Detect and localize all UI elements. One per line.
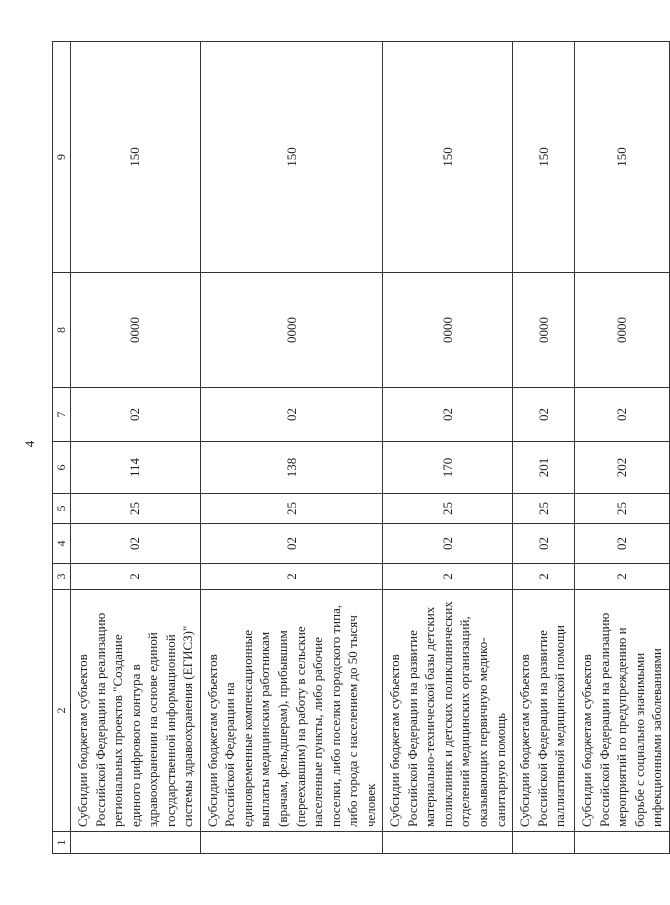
table-row [575, 42, 670, 854]
row-cell-6: 202 [575, 442, 670, 494]
row-cell-5: 25 [575, 494, 670, 524]
header-cell: 5 [53, 494, 71, 524]
row-description: Субсидии бюджетам субъектов Российской Федерации на единовременные компенсационные выплаты медицинским работникам (врачам, фельдшерам), прибывшим (переехавшим) на работу в сельские населенные пункты, либо рабочие поселки, либо поселки городского типа, либо города с населением до 50 тысяч человек [200, 590, 382, 832]
row-cell-8: 0000 [575, 273, 670, 388]
table-row [200, 42, 382, 854]
header-cell: 2 [53, 590, 71, 832]
table-row [383, 42, 513, 854]
header-cell: 3 [53, 564, 71, 590]
row-description: Субсидии бюджетам субъектов Российской Федерации на реализацию мероприятий по предупреждению и борьбе с социально значимыми инфекционными заболеваниями [575, 590, 670, 832]
header-cell: 8 [53, 273, 71, 388]
table-row [71, 42, 201, 854]
row-cell-7: 02 [513, 388, 575, 442]
row-cell-6: 201 [513, 442, 575, 494]
row-cell-5: 25 [513, 494, 575, 524]
header-cell: 9 [53, 42, 71, 273]
row-cell-3: 2 [513, 564, 575, 590]
row-cell-4: 02 [200, 524, 382, 564]
row-cell-3: 2 [383, 564, 513, 590]
header-cell: 4 [53, 524, 71, 564]
row-cell-7: 02 [200, 388, 382, 442]
table-header-row [53, 42, 71, 854]
row-cell-3: 2 [575, 564, 670, 590]
row-cell-5: 25 [71, 494, 201, 524]
row-cell-1 [383, 832, 513, 854]
row-cell-9: 150 [71, 42, 201, 273]
row-cell-5: 25 [200, 494, 382, 524]
row-description: Субсидии бюджетам субъектов Российской Федерации на реализацию региональных проектов "Создание единого цифрового контура в здравоохранении на основе единой государственной информационной системы здравоохранения (ЕГИСЗ)" [71, 590, 201, 832]
table-row [513, 42, 575, 854]
row-cell-8: 0000 [383, 273, 513, 388]
header-cell: 7 [53, 388, 71, 442]
row-cell-4: 02 [71, 524, 201, 564]
row-cell-1 [513, 832, 575, 854]
row-cell-4: 02 [513, 524, 575, 564]
row-cell-3: 2 [71, 564, 201, 590]
row-cell-8: 0000 [71, 273, 201, 388]
row-cell-1 [575, 832, 670, 854]
row-cell-7: 02 [383, 388, 513, 442]
row-cell-9: 150 [513, 42, 575, 273]
row-cell-4: 02 [383, 524, 513, 564]
row-cell-7: 02 [71, 388, 201, 442]
row-cell-4: 02 [575, 524, 670, 564]
row-cell-5: 25 [383, 494, 513, 524]
row-cell-1 [200, 832, 382, 854]
page-number: 4 [22, 440, 37, 448]
row-cell-6: 170 [383, 442, 513, 494]
row-cell-3: 2 [200, 564, 382, 590]
row-cell-7: 02 [575, 388, 670, 442]
row-description: Субсидии бюджетам субъектов Российской Федерации на развитие паллиативной медицинской помощи [513, 590, 575, 832]
budget-classification-table [52, 41, 670, 854]
row-cell-1 [71, 832, 201, 854]
row-cell-8: 0000 [200, 273, 382, 388]
row-cell-6: 114 [71, 442, 201, 494]
header-cell: 1 [53, 832, 71, 854]
row-cell-8: 0000 [513, 273, 575, 388]
row-cell-9: 150 [200, 42, 382, 273]
row-cell-9: 150 [383, 42, 513, 273]
row-description: Субсидии бюджетам субъектов Российской Федерации на развитие материально-технической базы детских поликлиник и детских поликлинических отделений медицинских организаций, оказывающих первичную медико-санитарную помощь [383, 590, 513, 832]
rotated-table-wrapper [52, 42, 665, 854]
row-cell-6: 138 [200, 442, 382, 494]
header-cell: 6 [53, 442, 71, 494]
row-cell-9: 150 [575, 42, 670, 273]
